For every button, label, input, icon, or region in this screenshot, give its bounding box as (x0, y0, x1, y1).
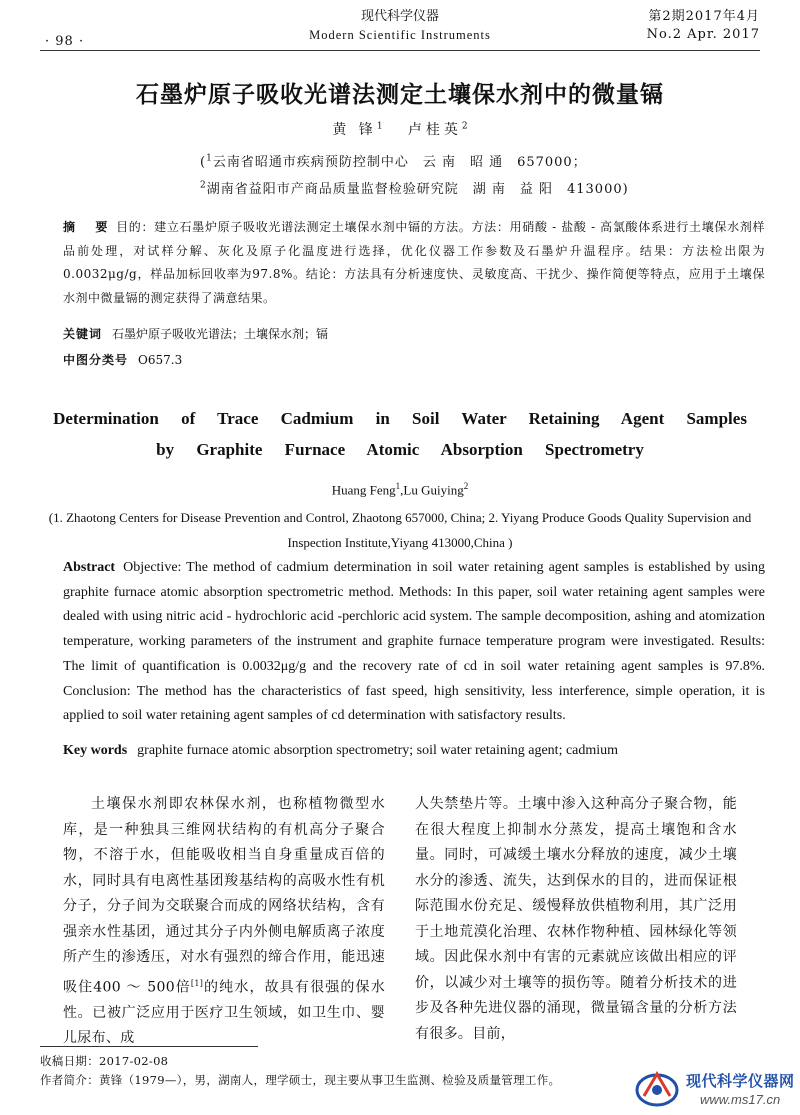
affiliation-cn-2 (200, 178, 760, 197)
abstract-en (63, 556, 765, 729)
body-text: 的纯水，故具有很强的保水性。已被广泛应用于医疗卫生领域，如卫生巾、婴儿尿布、成 (63, 979, 385, 1047)
author-affil-mark: 1 (395, 481, 401, 491)
author-name-en: Huang Feng (331, 482, 396, 498)
footnote-received: 收稿日期：2017-02-08 (40, 1054, 169, 1068)
affiliation-cn-1 (200, 151, 760, 170)
journal-name-cn: 现代科学仪器 (360, 9, 439, 24)
keywords-cn-text: 石墨炉原子吸收光谱法；土壤保水剂；镉 (112, 327, 329, 341)
body-text: 土壤保水剂即农林保水剂，也称植物微型水库，是一种独具三维网状结构的有机高分子聚合物，不溶于水，但能吸收相当自身重量成百倍的水，同时具有电离性基团羧基结构的高吸水性有机分子，分子间为交联聚合而成的网络状结构，含有强亲水性基团，通过其分子内外侧电解质离子浓度所产生的渗透压，对水有强烈的缔合作用，能迅速吸住400 ～ 500倍 (63, 796, 385, 996)
body-column-left (63, 792, 385, 1052)
affiliation-text: 云南省昭通市疾病预防控制中心 云 南 昭 通 657000； (212, 155, 587, 170)
watermark-site-name: 现代科学仪器网 (686, 1073, 795, 1090)
affiliation-text: 湖南省益阳市产商品质量监督检验研究院 湖 南 益 阳 413000) (206, 182, 629, 197)
classification-cn-label: 中图分类号 (63, 353, 129, 367)
paper-title-cn: 石墨炉原子吸收光谱法测定土壤保水剂中的微量镉 (136, 81, 664, 108)
keywords-en-text: graphite furnace atomic absorption spectrometry; soil water retaining agent; cadmium (137, 743, 619, 758)
header-divider (40, 50, 760, 51)
author-affil-mark: 2 (463, 481, 469, 491)
paper-title-en: Determination of Trace Cadmium in Soil Water Retaining Agent Samples by Graphite Furnace Atomic Absorption Spectrometry (53, 409, 747, 459)
affiliation-mark: 1 (206, 153, 213, 164)
body-column-right: 人失禁垫片等。土壤中渗入这种高分子聚合物，能在很大程度上抑制水分蒸发，提高土壤饱和含水量。同时，可减缓土壤水分释放的速度，减少土壤水分的渗透、流失，达到保水的目的，进而保证根际范围水份充足、缓慢释放供植物利用，其广泛用于土地荒漠化治理、农林作物种植、园林绿化等领域。因此保水剂中有害的元素就应该做出相应的评价，以减少对土壤等的损伤等。随着分析技术的进步及各种先进仪器的涌现，微量镉含量的分析方法有很多。目前， (415, 796, 737, 1042)
author-affil-mark: 1 (376, 121, 383, 132)
authors-en (0, 481, 800, 498)
footnote-divider (40, 1046, 258, 1047)
abstract-en-text: Objective: The method of cadmium determination in soil water retaining agent samples is established by using graphite furnace atomic absorption spectrometric method. Methods: In this paper, soil water retaining agent samples were dealed with using nitric acid - hydrochloric acid -perchloric acid system. The sample decomposition, ashing and atomization temperature, working parameters of the instrument and graphite furnace temperature program were investigated. Results: The limit of quantification is 0.0032μg/g and the recovery rate of cd in soil water retaining agent samples is 97.8%. Conclusion: The method has the characteristics of fast speed, high sensitivity, less interference, simple operation, it is applied to soil water retaining agent samples of cd determination with satisfactory results. (63, 560, 765, 724)
site-logo-icon (632, 1066, 682, 1110)
keywords-cn-label: 关键词 (63, 327, 103, 341)
abstract-en-label: Abstract (63, 560, 116, 575)
issue-info (647, 8, 760, 44)
authors-cn (0, 119, 800, 139)
abstract-cn (63, 216, 765, 310)
author-name: 卢桂英 (407, 122, 462, 138)
footnote-author-bio: 作者简介：黄锋（1979—），男，湖南人，理学硕士，现主要从事卫生监测、检验及质量管理工作。 (40, 1073, 561, 1087)
journal-name (280, 8, 520, 44)
page-number: · 98 · (45, 34, 85, 49)
issue-en: No.2 Apr. 2017 (646, 27, 760, 42)
journal-name-en: Modern Scientific Instruments (309, 28, 491, 42)
affiliations-en: (1. Zhaotong Centers for Disease Prevention and Control, Zhaotong 657000, China; 2. Yiyang Produce Goods Quality Supervision and Inspection Institute,Yiyang 413000,China ) (48, 510, 752, 550)
abstract-cn-label: 摘 要 (63, 220, 112, 234)
issue-cn: 第2期2017年4月 (648, 9, 760, 24)
author-affil-mark: 2 (461, 121, 468, 132)
citation-ref: [1] (190, 978, 204, 988)
keywords-en-label: Key words (63, 743, 128, 758)
keywords-en (63, 743, 618, 759)
classification-cn (63, 351, 182, 368)
affiliation-paren: ( (200, 155, 207, 170)
abstract-cn-text: 目的：建立石墨炉原子吸收光谱法测定土壤保水剂中镉的方法。方法：用硝酸 - 盐酸 - 高氯酸体系进行土壤保水剂样品前处理，对试样分解、灰化及原子化温度进行选择，优化仪器工作参数及石墨炉升温程序。结果：方法检出限为0.0032μg/g，样品加标回收率为97.8%。结论：方法具有分析速度快、灵敏度高、干扰少、操作简便等特点，应用于土壤保水剂中微量镉的测定获得了满意结果。 (63, 220, 765, 305)
watermark-url: www.ms17.cn (700, 1092, 781, 1107)
classification-cn-code: O657.3 (138, 353, 183, 367)
keywords-cn (63, 325, 328, 342)
affiliation-mark: 2 (200, 180, 207, 191)
author-name: 黄 锋 (332, 122, 377, 138)
author-name-en: ,Lu Guiying (400, 482, 464, 498)
